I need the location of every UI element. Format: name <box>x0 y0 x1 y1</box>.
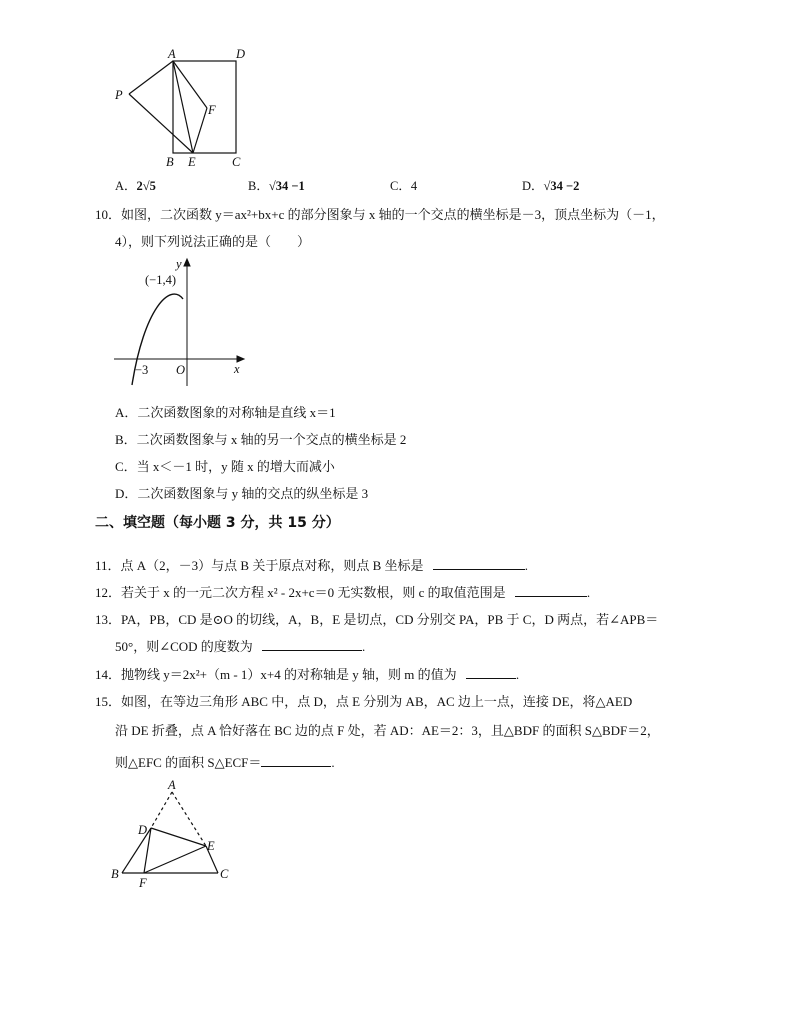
label-d: D <box>236 47 246 61</box>
label-a: A <box>168 47 176 61</box>
q10-option-a: A．二次函数图象的对称轴是直线 x＝1 <box>115 405 336 420</box>
label-a: A <box>168 778 176 792</box>
origin-label: O <box>176 363 186 377</box>
q10-stem-line2: 4），则下列说法正确的是（ ） <box>115 234 311 249</box>
q9-option-b: B．√34 −1 <box>248 179 305 193</box>
minus3-label: −3 <box>135 363 149 377</box>
q9-option-a: A．2√5 <box>115 179 156 193</box>
axis-label-y: y <box>176 257 182 271</box>
axis-label-x: x <box>234 362 240 376</box>
segment-ad-dashed <box>151 792 172 828</box>
segment-ae-dashed <box>172 792 206 846</box>
segment-pe <box>129 94 193 153</box>
label-b: B <box>166 155 174 169</box>
label-f: F <box>208 103 216 117</box>
y-axis-arrow <box>184 259 190 266</box>
q10-graph <box>112 254 252 392</box>
segment-fe <box>193 108 207 153</box>
q14-answer-blank[interactable] <box>466 666 516 679</box>
label-f: F <box>139 876 147 888</box>
q15-line1: 15．如图，在等边三角形 ABC 中，点 D，点 E 分别为 AB，AC 边上一点，连接 DE，将△AED <box>95 694 633 709</box>
q13-line2: 50°，则∠COD 的度数为 . <box>115 639 366 654</box>
q15-line3: 则△EFC 的面积 S△ECF＝ . <box>115 755 335 770</box>
q10-option-b: B．二次函数图象与 x 轴的另一个交点的横坐标是 2 <box>115 432 407 447</box>
label-b: B <box>111 867 119 881</box>
segment-pa <box>129 61 173 94</box>
label-d: D <box>138 823 148 837</box>
q12: 12．若关于 x 的一元二次方程 x² - 2x+c＝0 无实数根，则 c 的取值范围是 . <box>95 585 591 600</box>
q11: 11．点 A（2，－3）与点 B 关于原点对称，则点 B 坐标是 . <box>95 558 528 573</box>
q9-option-d: D．√34 −2 <box>522 179 580 193</box>
label-c: C <box>220 867 229 881</box>
q15-figure <box>108 778 238 888</box>
q10-stem-line1: 10．如图，二次函数 y＝ax²+bx+c 的部分图象与 x 轴的一个交点的横坐标是－3，顶点坐标为（－1， <box>95 207 665 222</box>
q10-option-c: C．当 x＜－1 时，y 随 x 的增大而减小 <box>115 459 335 474</box>
q13-line1: 13．PA，PB，CD 是⊙O 的切线，A，B，E 是切点，CD 分别交 PA，PB 于 C，D 两点，若∠APB＝ <box>95 612 659 627</box>
section-title: 二、填空题（每小题 3 分，共 15 分） <box>95 515 340 531</box>
q9-figure <box>108 42 258 172</box>
q9-option-c: C．4 <box>390 179 418 193</box>
label-e: E <box>188 155 196 169</box>
q10-option-d: D．二次函数图象与 y 轴的交点的纵坐标是 3 <box>115 486 369 501</box>
label-p: P <box>115 88 123 102</box>
q14: 14．抛物线 y＝2x²+（m - 1）x+4 的对称轴是 y 轴，则 m 的值为 . <box>95 667 520 682</box>
label-c: C <box>232 155 241 169</box>
q12-answer-blank[interactable] <box>515 584 587 597</box>
segment-fe <box>144 846 206 873</box>
vertex-label: (−1,4) <box>145 273 176 287</box>
segment-de <box>151 828 206 846</box>
q15-line2: 沿 DE 折叠，点 A 恰好落在 BC 边的点 F 处，若 AD：AE＝2：3，且△BDF 的面积 S△BDF＝2， <box>115 723 660 738</box>
q15-answer-blank[interactable] <box>261 754 331 767</box>
q13-answer-blank[interactable] <box>262 638 362 651</box>
label-e: E <box>207 839 215 853</box>
q11-answer-blank[interactable] <box>433 557 525 570</box>
